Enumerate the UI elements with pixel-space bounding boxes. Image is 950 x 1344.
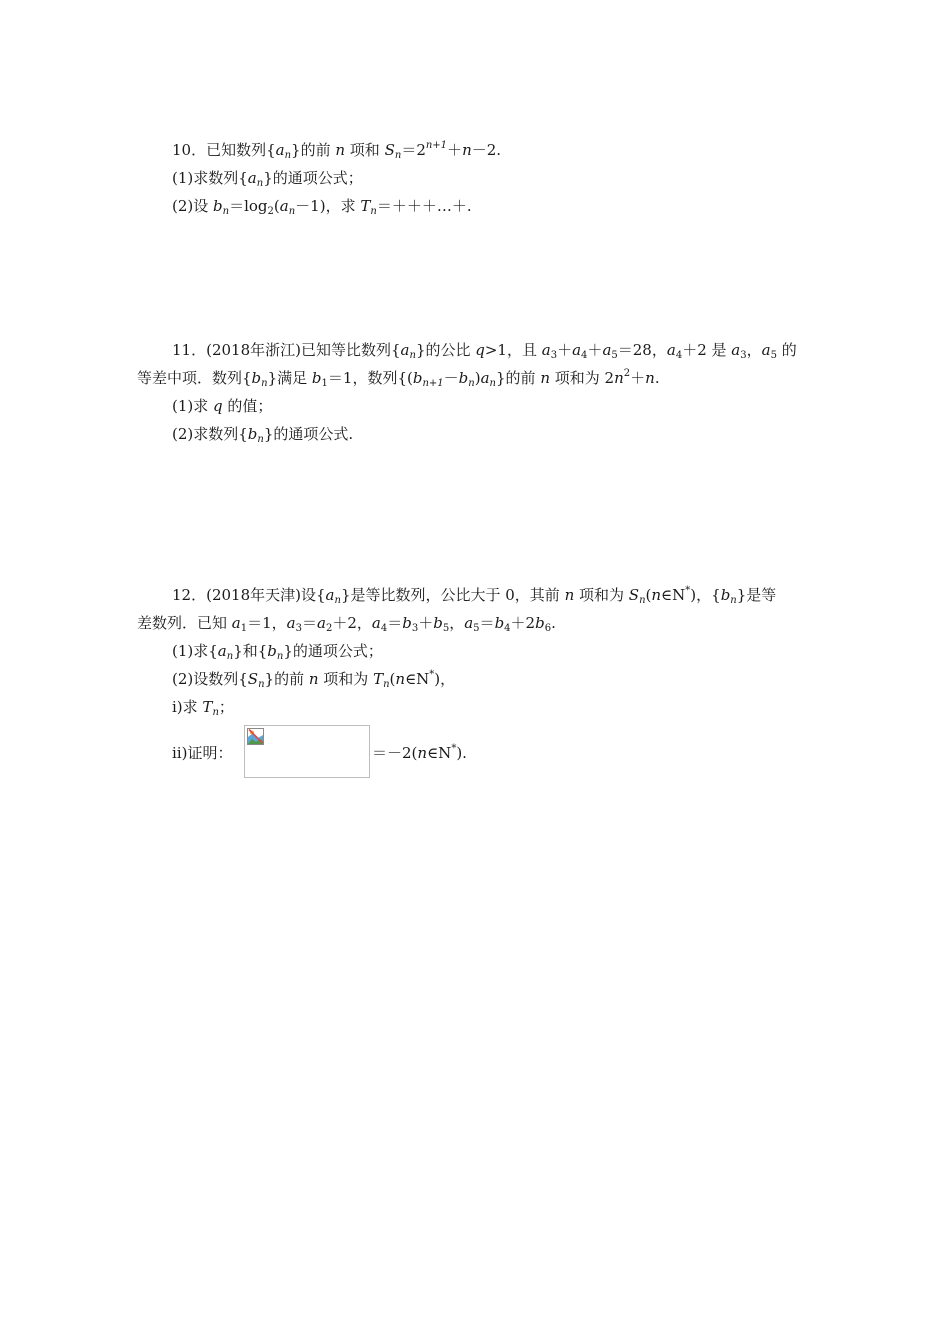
problem-12-question-2-i: ⅰ)求 $T_n$； bbox=[172, 698, 234, 718]
problem-12-stem-line-1: 12．(2018年天津)设$\{a_n\}$是等比数列，公比大于 0，其前 n 项和为 $S_n(n\in N^*)$，$\{b_n\}$是等 bbox=[172, 585, 777, 606]
problem-12-question-2-ii-expression: ＝－2(n∈N*). bbox=[372, 743, 467, 762]
problem-12-stem-line-2: 差数列．已知 $a_1=1$，$a_3=a_2+2$，$a_4=b_3+b_5$，$a_5=b_4+2b_6$. bbox=[137, 614, 556, 634]
problem-10-stem: 10．已知数列$\{a_n\}$的前 n 项和 $S_n=2^{n+1}+n-2$. bbox=[172, 140, 502, 161]
broken-image-placeholder bbox=[244, 725, 370, 778]
problem-11-question-1: (1)求 q 的值； bbox=[172, 397, 273, 415]
problem-10-question-1: (1)求数列$\{a_n\}$的通项公式； bbox=[172, 169, 363, 189]
problem-11-stem-line-1: 11．(2018年浙江)已知等比数列$\{a_n\}$的公比 q>1，且 $a_3+a_4+a_5=28$，$a_4+2$ 是 $a_3$，$a_5$ 的 bbox=[172, 341, 797, 361]
problem-11-stem-line-2: 等差中项．数列$\{b_n\}$满足 $b_1=1$，数列$\{(b_{n+1}-b_n)a_n\}$的前 n 项和为 $2n^2+n$. bbox=[137, 368, 660, 389]
problem-10-question-2: (2)设 $b_n=\log_2(a_n-1)$，求 $T_n=+++\dots+$. bbox=[172, 197, 472, 217]
problem-11-question-2: (2)求数列$\{b_n\}$的通项公式. bbox=[172, 425, 354, 445]
problem-12-question-2: (2)设数列$\{S_n\}$的前 n 项和为 $T_n(n\in N^*)$， bbox=[172, 669, 456, 690]
problem-12-question-2-ii-label: ⅱ)证明： bbox=[172, 744, 233, 762]
broken-image-icon bbox=[247, 728, 264, 745]
problem-12-question-1: (1)求$\{a_n\}$和$\{b_n\}$的通项公式； bbox=[172, 642, 383, 662]
